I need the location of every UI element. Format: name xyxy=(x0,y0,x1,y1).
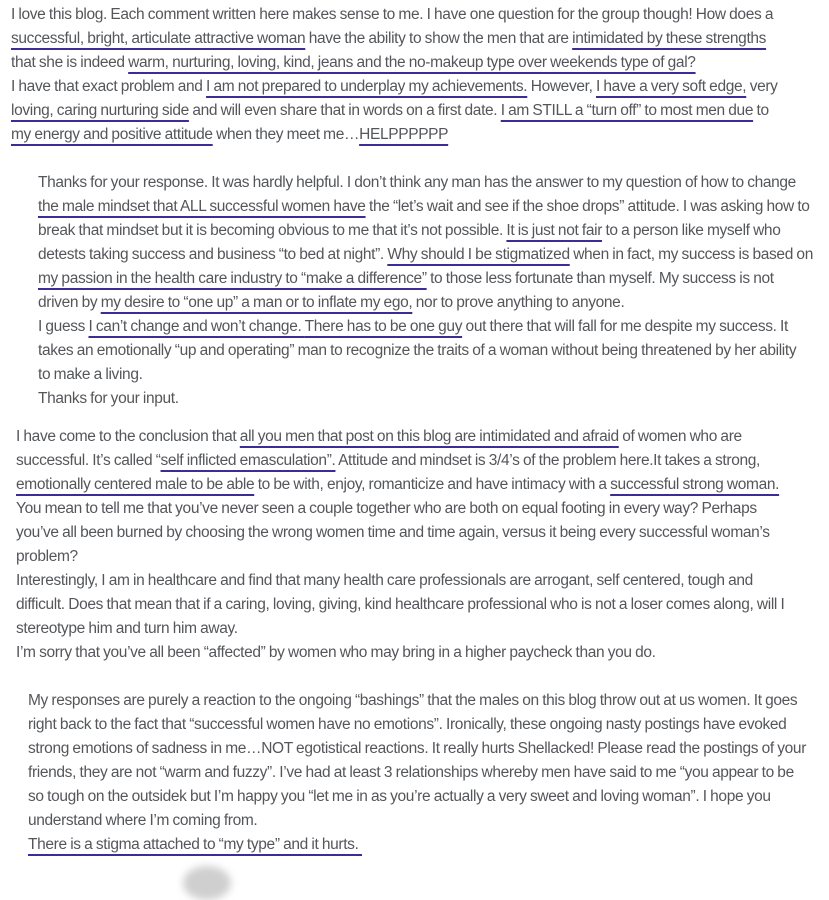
text-segment: that she is indeed xyxy=(11,54,129,71)
underlined-phrase: successful, bright, articulate attractive woman xyxy=(11,30,306,47)
text-segment: to be with, enjoy, romanticize and have intimacy with a xyxy=(254,476,611,493)
text-line xyxy=(11,75,829,99)
underlined-phrase: loving, caring nurturing side xyxy=(11,102,189,119)
underlined-phrase: the male mindset that ALL successful women have xyxy=(38,198,366,215)
text-segment: However, xyxy=(527,78,596,95)
text-line xyxy=(16,521,829,545)
underlined-phrase: my desire to “one up” a man or to inflate my ego, xyxy=(100,294,413,311)
text-line xyxy=(38,243,829,267)
text-segment: My responses are purely a reaction to the ongoing “bashings” that the males on this blog throw out at us women. It goes xyxy=(28,692,798,709)
comment-paragraph xyxy=(38,387,829,411)
avatar-image xyxy=(183,866,231,900)
text-line xyxy=(11,51,829,75)
text-segment: to make a living. xyxy=(38,366,143,383)
underlined-phrase: my energy and positive attitude xyxy=(11,126,213,143)
text-segment: detests taking success and business “to bed at night”. xyxy=(38,246,388,263)
text-segment: very xyxy=(746,78,778,95)
text-segment: you’ve all been burned by choosing the wrong women time and time again, versus it being every successful woman’s xyxy=(16,524,770,541)
text-segment: friends, they are not “warm and fuzzy”. I’ve had at least 3 relationships whereby men have said to me “you appear to be xyxy=(28,764,794,781)
text-segment: and will even share that in words on a first date. xyxy=(188,102,501,119)
comment-paragraph xyxy=(28,833,829,857)
comment-paragraph xyxy=(16,569,829,641)
text-segment: Interestingly, I am in healthcare and find that many health care professionals are arrogant, self centered, tough and xyxy=(16,572,753,589)
text-segment: to xyxy=(753,102,769,119)
text-line xyxy=(38,339,829,363)
text-segment: when in fact, my success is based on xyxy=(569,246,813,263)
underlined-phrase: It is just not fair xyxy=(506,222,603,239)
text-line xyxy=(28,737,829,761)
comment-paragraph xyxy=(38,171,829,315)
text-segment: I’m sorry that you’ve all been “affected” by women who may bring in a higher paycheck than you do. xyxy=(16,644,656,661)
text-line xyxy=(11,3,829,27)
text-segment: Attitude and mindset is 3/4’s of the problem here.It takes a strong, xyxy=(335,452,760,469)
text-segment: difficult. Does that mean that if a caring, loving, giving, kind healthcare professional who is not a loser comes along, will I xyxy=(16,596,785,613)
underlined-phrase: There has to be one guy xyxy=(304,318,463,335)
comment-paragraph xyxy=(16,497,829,569)
text-segment: out there that will fall for me despite my success. It xyxy=(462,318,788,335)
underlined-phrase: successful strong woman. xyxy=(610,476,780,493)
comment-paragraph xyxy=(11,75,829,147)
text-line xyxy=(11,99,829,123)
text-line xyxy=(28,785,829,809)
comment-paragraph xyxy=(38,315,829,387)
underlined-phrase: warm, nurturing, loving, kind, jeans and the no-makeup type over weekends type of gal? xyxy=(128,54,696,71)
text-segment: of women who are xyxy=(618,428,742,445)
text-segment: nor to prove anything to anyone. xyxy=(412,294,625,311)
text-segment: Thanks for your input. xyxy=(38,390,179,407)
underlined-phrase: Why should I be stigmatized xyxy=(387,246,570,263)
text-segment: driven by xyxy=(38,294,101,311)
comment-paragraph xyxy=(28,689,829,833)
underlined-phrase: emotionally centered male to be able xyxy=(16,476,255,493)
text-segment: Thanks for your response. It was hardly helpful. I don’t think any man has the answer to my question of how to change xyxy=(38,174,796,191)
text-segment: problem? xyxy=(16,548,78,565)
underlined-phrase: my passion in the health care industry to “make a difference” xyxy=(38,270,427,287)
text-line xyxy=(28,833,829,857)
text-segment: the “let’s wait and see if the shoe drops” attitude. I was asking how to xyxy=(365,198,810,215)
text-line xyxy=(28,761,829,785)
underlined-phrase: I am STILL a “turn off” to most men due xyxy=(500,102,754,119)
underlined-phrase: all you men that post on this blog are intimidated and afraid xyxy=(239,428,619,445)
text-line xyxy=(38,267,829,291)
text-segment: break that mindset but it is becoming obvious to me that it’s not possible. xyxy=(38,222,507,239)
comment-paragraph xyxy=(11,3,829,75)
underlined-phrase: HELPPPPPP xyxy=(359,126,449,143)
text-line xyxy=(38,219,829,243)
text-segment: I have that exact problem and xyxy=(11,78,207,95)
text-segment: right back to the fact that “successful women have no emotions”. Ironically, these ongoing nasty postings have evoked xyxy=(28,716,787,733)
text-line xyxy=(16,473,829,497)
text-segment: understand where I’m coming from. xyxy=(28,812,258,829)
text-segment: takes an emotionally “up and operating” man to recognize the traits of a woman without being threatened by her ability xyxy=(38,342,797,359)
text-segment: when they meet me… xyxy=(212,126,360,143)
underlined-phrase: self inflicted emasculation”. xyxy=(160,452,336,469)
text-line xyxy=(38,291,829,315)
text-line xyxy=(16,641,829,665)
text-segment: to those less fortunate than myself. My success is not xyxy=(426,270,774,287)
text-segment: have the ability to show the men that are xyxy=(305,30,573,47)
text-line xyxy=(11,27,829,51)
text-line xyxy=(16,449,829,473)
text-line xyxy=(16,545,829,569)
text-segment: so tough on the outsidek but I’m happy you “let me in as you’re actually a very sweet and loving woman”. I hope you xyxy=(28,788,771,805)
text-segment: I have come to the conclusion that xyxy=(16,428,240,445)
underlined-phrase: There is a stigma attached to “my type” and it hurts. xyxy=(28,836,362,853)
underlined-phrase: I can’t change and won’t change. xyxy=(88,318,305,335)
text-segment: strong emotions of sadness in me…NOT egotistical reactions. It really hurts Shellacked! Please read the postings of your xyxy=(28,740,807,757)
comment-paragraph xyxy=(16,641,829,665)
text-line xyxy=(16,425,829,449)
text-line xyxy=(38,171,829,195)
text-segment: I guess xyxy=(38,318,89,335)
text-line xyxy=(38,315,829,339)
text-line xyxy=(38,195,829,219)
text-line xyxy=(11,123,829,147)
text-line xyxy=(28,713,829,737)
text-line xyxy=(38,387,829,411)
text-segment: You mean to tell me that you’ve never seen a couple together who are both on equal footing in every way? Perhaps xyxy=(16,500,757,517)
text-segment: stereotype him and turn him away. xyxy=(16,620,238,637)
underlined-phrase: intimidated by these strengths xyxy=(572,30,767,47)
underlined-phrase: I have a very soft edge, xyxy=(596,78,747,95)
comment-paragraph xyxy=(16,425,829,497)
text-segment: successful. It’s called “ xyxy=(16,452,161,469)
text-segment: I love this blog. Each comment written here makes sense to me. I have one question for the group though! How does a xyxy=(11,6,774,23)
text-line xyxy=(16,593,829,617)
text-line xyxy=(28,809,829,833)
text-line xyxy=(16,617,829,641)
text-line xyxy=(16,569,829,593)
text-segment: to a person like myself who xyxy=(602,222,781,239)
text-line xyxy=(38,363,829,387)
underlined-phrase: I am not prepared to underplay my achievements. xyxy=(206,78,528,95)
text-line xyxy=(28,689,829,713)
text-line xyxy=(16,497,829,521)
